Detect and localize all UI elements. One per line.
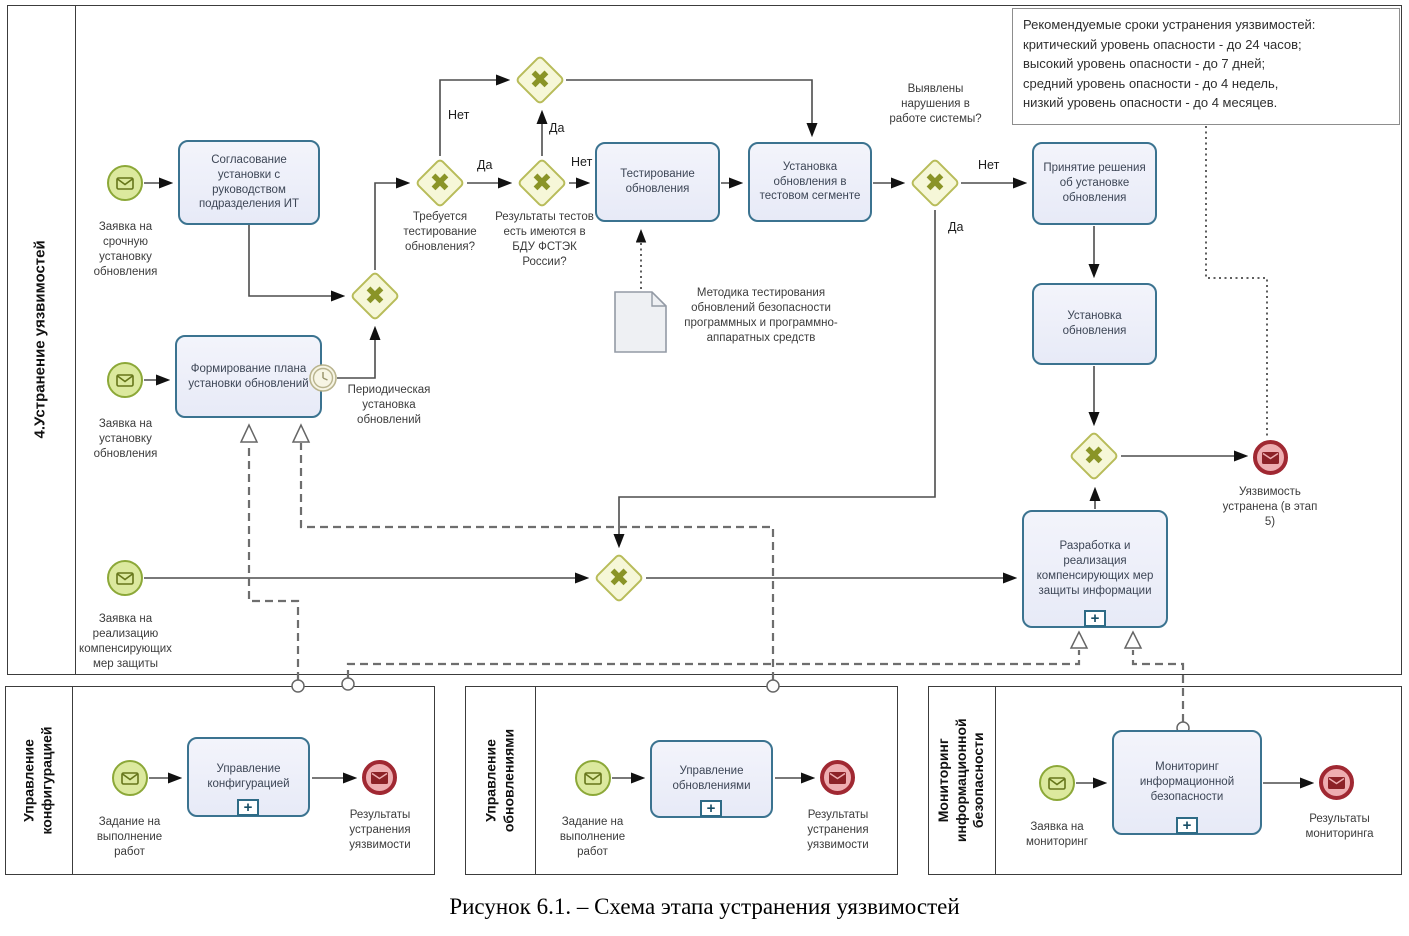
clock-icon xyxy=(308,363,338,393)
gateway-x-icon: ✖ xyxy=(531,168,553,197)
lane-label-monitoring: Мониторинг информационной безопасности xyxy=(934,718,986,843)
edge-label-yes-testing: Да xyxy=(477,158,493,172)
task-agree-installation: Согласование установки с руководством подразделения ИТ xyxy=(178,140,320,225)
gateway-x-icon: ✖ xyxy=(364,281,386,310)
task-install-update: Установка обновления xyxy=(1032,283,1157,365)
document-label: Методика тестирования обновлений безопасности программных и программно-аппаратных средств xyxy=(684,287,838,344)
start-event-compensation-label: Заявка на реализацию компенсирующих мер защиты xyxy=(79,613,172,670)
start-event-monitoring-request xyxy=(1039,765,1075,801)
subprocess-configuration-management: Управление конфигурацией xyxy=(187,737,310,817)
monitoring-start-label: Заявка на мониторинг xyxy=(1026,821,1088,848)
edge-label-yes-violations: Да xyxy=(948,220,964,234)
boundary-timer-event xyxy=(308,363,338,398)
subprocess-compensating-measures: Разработка и реализация компенсирующих мер защиты информации xyxy=(1022,510,1168,628)
start-event-urgent-update xyxy=(107,165,143,201)
lane-label-main: 4.Устранение уязвимостей xyxy=(31,240,49,439)
lane-label-updates: Управление обновлениями xyxy=(482,728,516,833)
timer-label: Периодическая установка обновлений xyxy=(347,384,431,426)
updates-end-label: Результаты устранения уязвимости xyxy=(807,809,869,851)
lane-label-configuration: Управление конфигурацией xyxy=(20,726,54,835)
edge-label-no-violations: Нет xyxy=(978,158,1000,172)
gateway-x-icon: ✖ xyxy=(429,168,451,197)
annotation-line-4: средний уровень опасности - до 4 недель, xyxy=(1023,75,1279,91)
envelope-icon xyxy=(121,772,139,785)
subprocess-update-management: Управление обновлениями xyxy=(650,740,773,818)
gateway-x-icon: ✖ xyxy=(608,563,630,592)
task-installation-decision: Принятие решения об установке обновления xyxy=(1032,142,1157,225)
gateway-x-icon: ✖ xyxy=(924,168,946,197)
start-event-updates-work-order xyxy=(575,760,611,796)
subprocess-security-monitoring: Мониторинг информационной безопасности xyxy=(1112,730,1262,835)
config-end-label: Результаты устранения уязвимости xyxy=(349,809,411,851)
gateway-x-icon: ✖ xyxy=(1083,441,1105,470)
annotation-line-2: критический уровень опасности - до 24 часов; xyxy=(1023,36,1302,52)
subprocess-plus-icon: + xyxy=(1084,610,1106,627)
edge-label-yes-bdu: Да xyxy=(549,121,565,135)
message-arrowheads xyxy=(241,425,1141,648)
envelope-icon xyxy=(371,772,388,784)
start-event-install-label: Заявка на установку обновления xyxy=(93,418,158,460)
envelope-icon xyxy=(1328,777,1345,789)
start-event-urgent-label: Заявка на срочную установку обновления xyxy=(93,221,158,278)
start-event-install-request xyxy=(107,362,143,398)
subprocess-plus-icon: + xyxy=(700,800,722,817)
annotation-line-1: Рекомендуемые сроки устранения уязвимостей: xyxy=(1023,17,1316,32)
edge-label-no-testing: Нет xyxy=(448,108,470,122)
edge-label-no-bdu: Нет xyxy=(571,155,593,169)
subprocess-plus-icon: + xyxy=(1176,817,1198,834)
end-event-vulnerability-fixed xyxy=(1253,440,1288,475)
document-icon xyxy=(615,292,666,352)
envelope-icon xyxy=(116,177,134,190)
config-start-label: Задание на выполнение работ xyxy=(96,816,163,858)
envelope-icon xyxy=(116,572,134,585)
gateway-x-icon: ✖ xyxy=(529,65,551,94)
envelope-icon xyxy=(1262,452,1279,464)
task-update-testing: Тестирование обновления xyxy=(595,142,720,222)
updates-start-label: Задание на выполнение работ xyxy=(559,816,626,858)
figure-caption: Рисунок 6.1. – Схема этапа устранения уязвимостей xyxy=(449,894,960,919)
envelope-icon xyxy=(116,374,134,387)
monitoring-end-label: Результаты мониторинга xyxy=(1305,813,1374,840)
annotation-line-3: высокий уровень опасности - до 7 дней; xyxy=(1023,56,1266,71)
gateway-violations-label: Выявлены нарушения в работе системы? xyxy=(889,83,982,125)
envelope-icon xyxy=(1048,777,1066,790)
end-event-config-results xyxy=(362,760,397,795)
start-event-compensation-request xyxy=(107,560,143,596)
task-form-update-plan: Формирование плана установки обновлений xyxy=(175,335,322,418)
start-event-config-work-order xyxy=(112,760,148,796)
end-event-fixed-label: Уязвимость устранена (в этап 5) xyxy=(1222,486,1318,528)
envelope-icon xyxy=(829,772,846,784)
annotation-box xyxy=(1012,8,1400,125)
annotation-line-5: низкий уровень опасности - до 4 месяцев. xyxy=(1023,95,1278,110)
gateway-need-testing-label: Требуется тестирование обновления? xyxy=(403,211,477,253)
gateway-results-label: Результаты тестов есть имеются в БДУ ФСТЭК России? xyxy=(495,211,594,268)
message-source-circles xyxy=(292,678,1189,734)
envelope-icon xyxy=(584,772,602,785)
associations xyxy=(641,126,1267,437)
end-event-monitoring-results xyxy=(1319,765,1354,800)
end-event-updates-results xyxy=(820,760,855,795)
task-install-test-segment: Установка обновления в тестовом сегменте xyxy=(748,142,872,222)
subprocess-plus-icon: + xyxy=(237,799,259,816)
